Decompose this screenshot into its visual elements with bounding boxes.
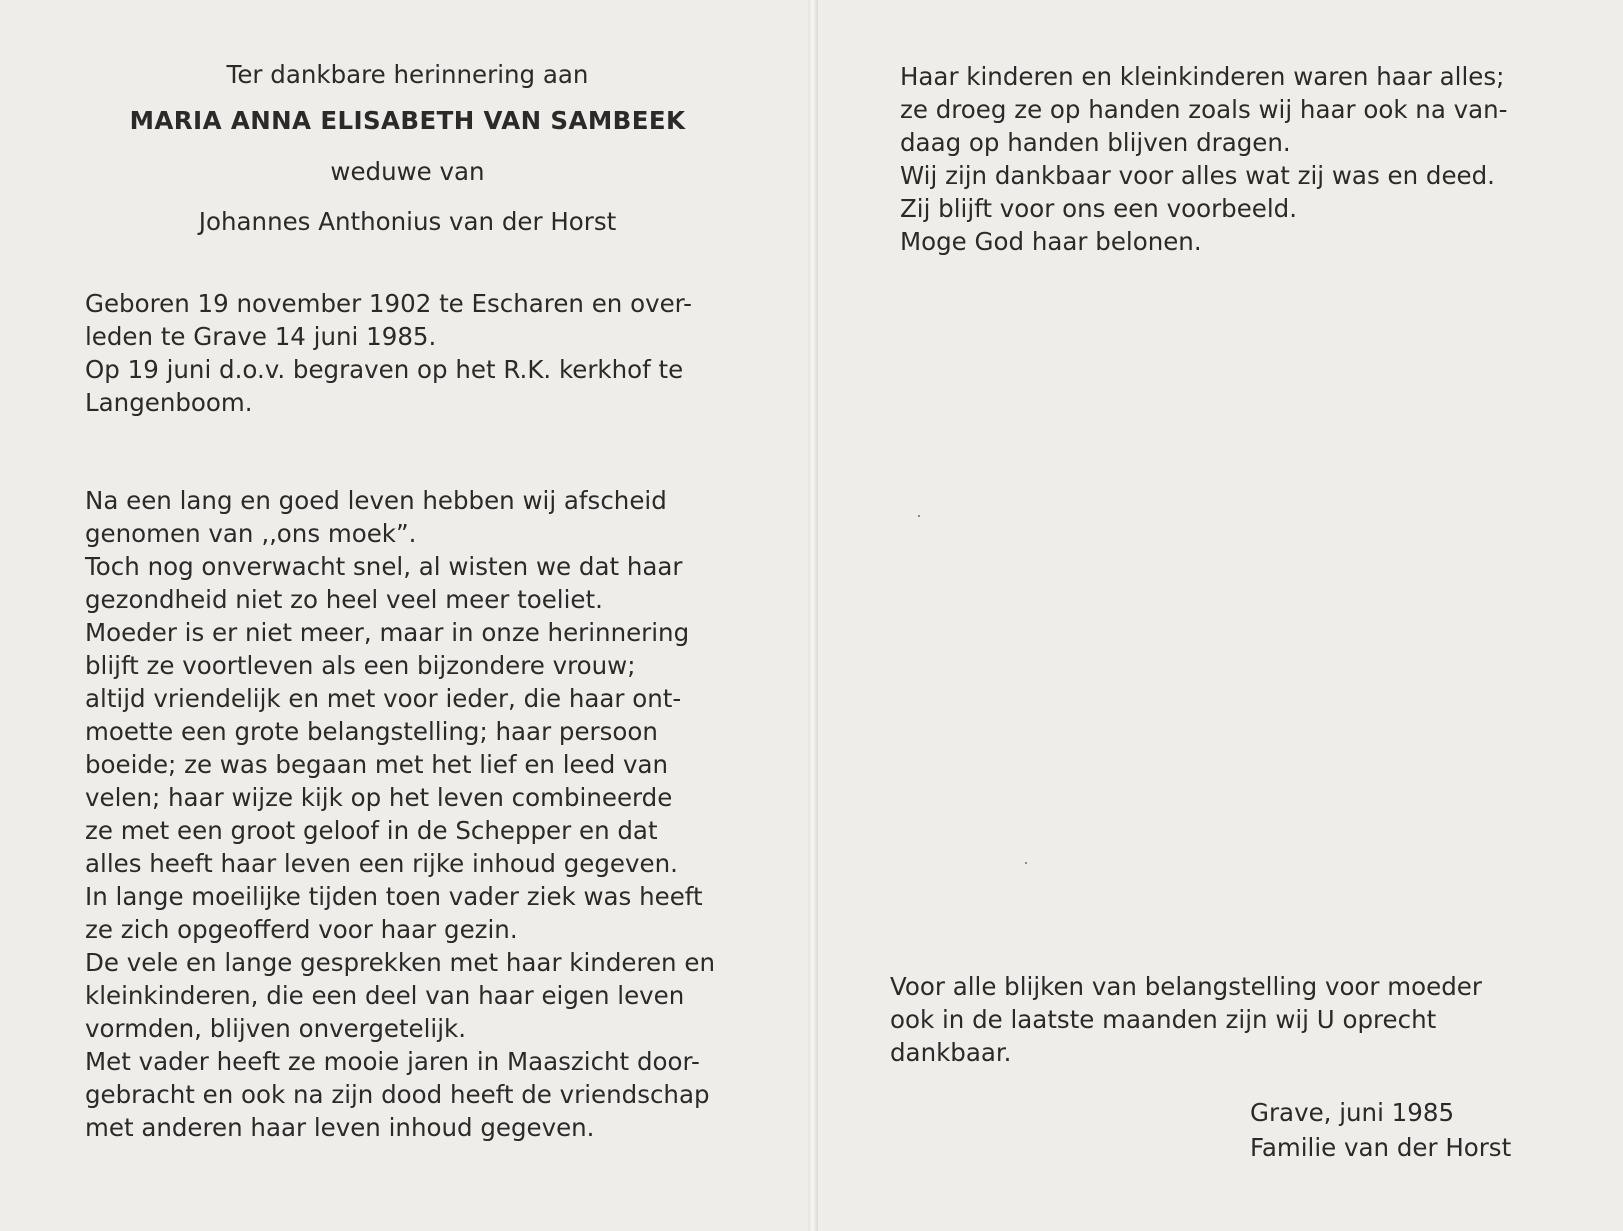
deceased-name: MARIA ANNA ELISABETH VAN SAMBEEK — [129, 106, 686, 135]
text-line: ook in de laatste maanden zijn wij U oprecht — [890, 1005, 1437, 1034]
text-line: daag op handen blijven dragen. — [900, 128, 1291, 157]
text-line: ze met een groot geloof in de Schepper en dat — [85, 816, 658, 845]
text-line: velen; haar wijze kijk op het leven combineerde — [85, 783, 673, 812]
text-line: gebracht en ook na zijn dood heeft de vriendschap — [85, 1080, 710, 1109]
family-name: Familie van der Horst — [1250, 1133, 1512, 1162]
intro-text: Ter dankbare herinnering aan — [226, 60, 589, 89]
text-line: De vele en lange gesprekken met haar kinderen en — [85, 948, 715, 977]
text-line: kleinkinderen, die een deel van haar eigen leven — [85, 981, 685, 1010]
text-line: Haar kinderen en kleinkinderen waren haar alles; — [900, 62, 1505, 91]
tribute-paragraph — [900, 60, 1555, 258]
eulogy-paragraph — [85, 484, 730, 1144]
text-line: altijd vriendelijk en met voor ieder, die haar ont- — [85, 684, 682, 713]
text-line: vormden, blijven onvergetelijk. — [85, 1014, 467, 1043]
text-line: boeide; ze was begaan met het lief en leed van — [85, 750, 669, 779]
text-line: Voor alle blijken van belangstelling voor moeder — [890, 972, 1482, 1001]
husband-name: Johannes Anthonius van der Horst — [198, 207, 617, 236]
left-page — [85, 55, 730, 1144]
text-line: ze droeg ze op handen zoals wij haar ook na van- — [900, 95, 1508, 124]
text-line: met anderen haar leven inhoud gegeven. — [85, 1113, 595, 1142]
text-line: Op 19 juni d.o.v. begraven op het R.K. kerkhof te — [85, 355, 684, 384]
text-line: Moge God haar belonen. — [900, 227, 1202, 256]
text-line: gezondheid niet zo heel veel meer toeliet. — [85, 585, 603, 614]
text-line: Met vader heeft ze mooie jaren in Maaszicht door- — [85, 1047, 700, 1076]
text-line: dankbaar. — [890, 1038, 1012, 1067]
text-line: Langenboom. — [85, 388, 253, 417]
text-line: Wij zijn dankbaar voor alles wat zij was en deed. — [900, 161, 1495, 190]
paper-speck — [1025, 862, 1027, 864]
text-line: Toch nog onverwacht snel, al wisten we dat haar — [85, 552, 683, 581]
text-line: genomen van ‚‚ons moek”. — [85, 519, 417, 548]
text-line: Geboren 19 november 1902 te Escharen en over- — [85, 289, 693, 318]
text-line: blijft ze voortleven als een bijzondere vrouw; — [85, 651, 636, 680]
thanks-paragraph — [890, 970, 1530, 1069]
widow-of-text: weduwe van — [330, 157, 485, 186]
text-line: Zij blijft voor ons een voorbeeld. — [900, 194, 1298, 223]
text-line: In lange moeilijke tijden toen vader ziek was heeft — [85, 882, 703, 911]
birth-death-paragraph — [85, 287, 730, 419]
text-line: ze zich opgeofferd voor haar gezin. — [85, 915, 518, 944]
text-line: moette een grote belangstelling; haar persoon — [85, 717, 658, 746]
text-line: leden te Grave 14 juni 1985. — [85, 322, 437, 351]
text-line: Na een lang en goed leven hebben wij afscheid — [85, 486, 667, 515]
place-date: Grave, juni 1985 — [1250, 1098, 1455, 1127]
signature-block — [1250, 1095, 1511, 1165]
right-page — [890, 60, 1555, 1210]
text-line: alles heeft haar leven een rijke inhoud gegeven. — [85, 849, 678, 878]
paper-speck — [918, 515, 920, 517]
text-line: Moeder is er niet meer, maar in onze herinnering — [85, 618, 690, 647]
card-fold — [808, 0, 818, 1231]
